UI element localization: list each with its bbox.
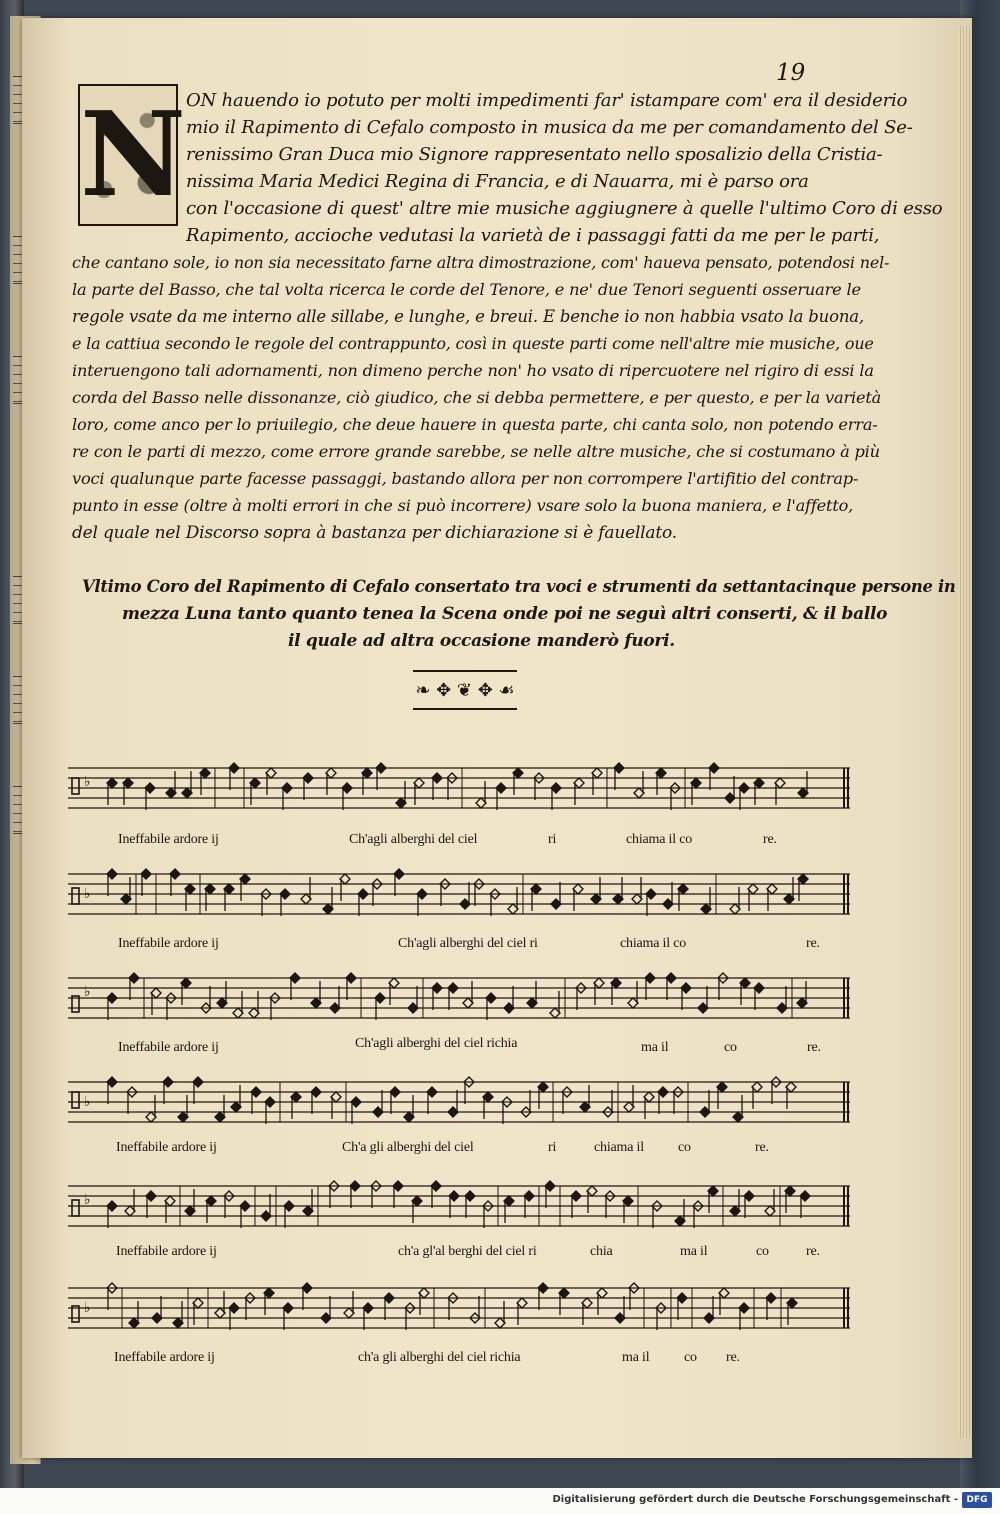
heading-line: Vltimo Coro del Rapimento di Cefalo consertato tra voci e strumenti da settantacinque persone in xyxy=(82,577,956,596)
paragraph-line: con l'occasione di quest' altre mie musiche aggiugnere à quelle l'ultimo Coro di esso xyxy=(186,198,943,219)
paragraph-line: corda del Basso nelle dissonanze, ciò giudico, che si debba permettere, e per questo, e per la varietà xyxy=(72,388,882,407)
lyric-syllable: ma il xyxy=(622,1350,650,1365)
page-stack-edge xyxy=(958,26,970,1438)
music-staff-2 xyxy=(68,866,850,922)
initial-letter: N xyxy=(80,87,187,223)
flat-sign: ♭ xyxy=(84,984,91,1000)
lyric-syllable: Ineffabile ardore ij xyxy=(118,936,219,951)
music-staff-3 xyxy=(68,970,850,1026)
flat-sign: ♭ xyxy=(84,1300,91,1316)
music-staff-1 xyxy=(68,760,850,816)
lyric-syllable: re. xyxy=(726,1350,740,1365)
paragraph-line: mio il Rapimento di Cefalo composto in musica da me per comandamento del Se- xyxy=(186,117,913,138)
flat-sign: ♭ xyxy=(84,1192,91,1208)
heading-line: mezza Luna tanto quanto tenea la Scena onde poi ne seguì altri conserti, & il ballo xyxy=(122,604,888,624)
page-number: 19 xyxy=(776,60,806,86)
lyric-syllable: co xyxy=(724,1040,737,1055)
lyric-syllable: Ch'a gli alberghi del ciel xyxy=(342,1140,474,1155)
paragraph-line: re con le parti di mezzo, come errore grande sarebbe, se nelle altre musiche, che si costumano à più xyxy=(72,442,880,461)
paragraph-line: voci qualunque parte facesse passaggi, bastando allora per non corrompere l'artifitio del contrap- xyxy=(72,469,859,488)
lyric-syllable: re. xyxy=(807,1040,821,1055)
lyric-syllable: ch'a gli alberghi del ciel richia xyxy=(358,1350,521,1365)
clef-mark xyxy=(72,1092,79,1108)
lyric-syllable: co xyxy=(678,1140,691,1155)
lyric-syllable: ma il xyxy=(680,1244,708,1259)
lyric-syllable: re. xyxy=(806,936,820,951)
lyric-syllable: ma il xyxy=(641,1040,669,1055)
printer-ornament: ❧ ✥ ❦ ✥ ☙ xyxy=(413,670,517,710)
digitization-footer xyxy=(0,1488,1000,1514)
heading-line: il quale ad altra occasione manderò fuori. xyxy=(288,631,675,651)
lyric-syllable: Ineffabile ardore ij xyxy=(114,1350,215,1365)
lyric-syllable: re. xyxy=(755,1140,769,1155)
flat-sign: ♭ xyxy=(84,886,91,902)
paragraph-line: nissima Maria Medici Regina di Francia, e di Nauarra, mi è parso ora xyxy=(186,171,809,192)
lyric-syllable: Ch'agli alberghi del ciel ri xyxy=(398,936,538,951)
lyric-syllable: chiama il xyxy=(594,1140,644,1155)
lyric-syllable: Ch'agli alberghi del ciel xyxy=(349,832,478,847)
lyric-syllable: Ineffabile ardore ij xyxy=(116,1244,217,1259)
lyric-syllable: co xyxy=(684,1350,697,1365)
lyric-syllable: ri xyxy=(548,1140,557,1155)
paragraph-line: che cantano sole, io non sia necessitato farne altra dimostrazione, com' haueva pensato, potendosi nel- xyxy=(72,253,890,272)
lyric-syllable: re. xyxy=(763,832,777,847)
paragraph-line: loro, come anco per lo priuilegio, che deue hauere in questa parte, chi canta solo, non potendo erra- xyxy=(72,415,878,434)
clef-mark xyxy=(72,778,79,794)
flat-sign: ♭ xyxy=(84,774,91,790)
paragraph-line: punto in esse (oltre à molti errori in che si può incorrere) vsare solo la buona maniera, e l'affetto, xyxy=(72,496,854,515)
flat-sign: ♭ xyxy=(84,1094,91,1110)
lyric-syllable: re. xyxy=(806,1244,820,1259)
clef-mark xyxy=(72,1200,79,1216)
music-staff-5 xyxy=(68,1178,850,1234)
paragraph-line: del quale nel Discorso sopra à bastanza per dichiarazione si è fauellato. xyxy=(72,523,677,543)
clef-mark xyxy=(72,888,79,904)
music-staff-6 xyxy=(68,1280,850,1336)
lyric-syllable: Ineffabile ardore ij xyxy=(118,832,219,847)
lyric-syllable: Ch'agli alberghi del ciel richia xyxy=(355,1036,518,1051)
paragraph-line: e la cattiua secondo le regole del contrappunto, così in queste parti come nell'altre mie musiche, oue xyxy=(72,334,874,353)
lyric-syllable: co xyxy=(756,1244,769,1259)
paragraph-line: ON hauendo io potuto per molti impedimenti far' istampare com' era il desiderio xyxy=(186,90,908,111)
paragraph-line: regole vsate da me interno alle sillabe, e lunghe, e breui. E benche io non habbia vsato la buona, xyxy=(72,307,864,326)
footer-credit: Digitalisierung gefördert durch die Deutsche Forschungsgemeinschaft - xyxy=(552,1494,958,1505)
lyric-syllable: Ineffabile ardore ij xyxy=(118,1040,219,1055)
paragraph-line: renissimo Gran Duca mio Signore rappresentato nello sposalizio della Cristia- xyxy=(186,144,883,165)
lyric-syllable: ch'a gl'al berghi del ciel ri xyxy=(398,1244,537,1259)
lyric-syllable: chia xyxy=(590,1244,613,1259)
decorated-initial xyxy=(78,84,187,226)
dfg-logo: DFG xyxy=(962,1492,992,1508)
lyric-syllable: ri xyxy=(548,832,557,847)
paragraph-line: la parte del Basso, che tal volta ricerca le corde del Tenore, e ne' due Tenori seguenti osseruare le xyxy=(72,280,861,299)
lyric-syllable: Ineffabile ardore ij xyxy=(116,1140,217,1155)
lyric-syllable: chiama il co xyxy=(620,936,687,951)
lyric-syllable: chiama il co xyxy=(626,832,693,847)
music-staff-4 xyxy=(68,1074,850,1130)
paragraph-line: Rapimento, accioche vedutasi la varietà de i passaggi fatti da me per le parti, xyxy=(186,225,880,246)
paragraph-line: interuengono tali adornamenti, non dimeno perche non' ho vsato di ripercuotere nel rigiro di essi la xyxy=(72,361,874,380)
